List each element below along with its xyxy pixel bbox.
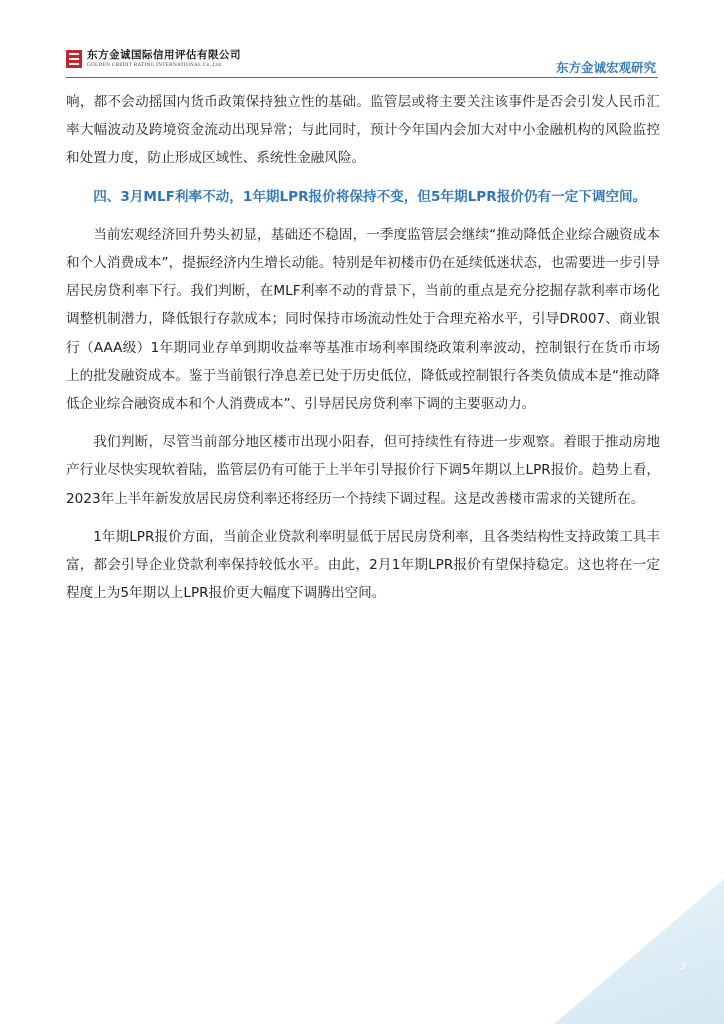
series-title: 东方金诚宏观研究 bbox=[555, 60, 656, 75]
page-number: 3 bbox=[679, 961, 686, 972]
body-paragraph: 我们判断，尽管当前部分地区楼市出现小阳春，但可持续性有待进一步观察。着眼于推动房地产行业尽快实现软着陆，监管层仍有可能于上半年引导报价行下调5年期以上LPR报价。趋势上看，2023年上半年新发放居民房贷利率还将经历一个持续下调过程。这是改善楼市需求的关键所在。 bbox=[66, 434, 660, 507]
company-logo bbox=[66, 50, 241, 68]
logo-mark-icon bbox=[66, 50, 82, 68]
header-divider bbox=[66, 77, 658, 78]
logo-text bbox=[87, 50, 241, 68]
section-heading: 四、3月MLF利率不动，1年期LPR报价将保持不变，但5年期LPR报价仍有一定下调空间。 bbox=[93, 188, 647, 205]
body-paragraph: 1年期LPR报价方面，当前企业贷款利率明显低于居民房贷利率，且各类结构性支持政策工具丰富，都会引导企业贷款利率保持较低水平。由此，2月1年期LPR报价有望保持稳定。这也将在一定程度上为5年期以上LPR报价更大幅度下调腾出空间。 bbox=[66, 528, 660, 602]
continuation-paragraph: 响，都不会动摇国内货币政策保持独立性的基础。监管层或将主要关注该事件是否会引发人民币汇率大幅波动及跨境资金流动出现异常；与此同时，预计今年国内会加大对中小金融机构的风险监控和处置力度，防止形成区域性、系统性金融风险。 bbox=[66, 94, 660, 167]
logo-company-name-en: GOLDEN CREDIT RATING INTERNATIONAL Co.,Ltd. bbox=[87, 61, 223, 68]
document-body bbox=[66, 88, 660, 617]
corner-decoration bbox=[554, 879, 724, 1024]
logo-company-name: 东方金诚国际信用评估有限公司 bbox=[87, 49, 241, 62]
body-paragraph: 当前宏观经济回升势头初显，基础还不稳固，一季度监管层会继续“推动降低企业综合融资成本和个人消费成本”，提振经济内生增长动能。特别是年初楼市仍在延续低迷状态，也需要进一步引导居民房贷利率下行。我们判断，在MLF利率不动的背景下，当前的重点是充分挖掘存款利率市场化调整机制潜力，降低银行存款成本；同时保持市场流动性处于合理充裕水平，引导DR007、商业银行（AAA级）1年期同业存单到期收益率等基准市场利率围绕政策利率波动，控制银行在货币市场上的批发融资成本。鉴于当前银行净息差已处于历史低位，降低或控制银行各类负债成本是“推动降低企业综合融资成本和个人消费成本”、引导居民房贷利率下调的主要驱动力。 bbox=[66, 226, 660, 413]
